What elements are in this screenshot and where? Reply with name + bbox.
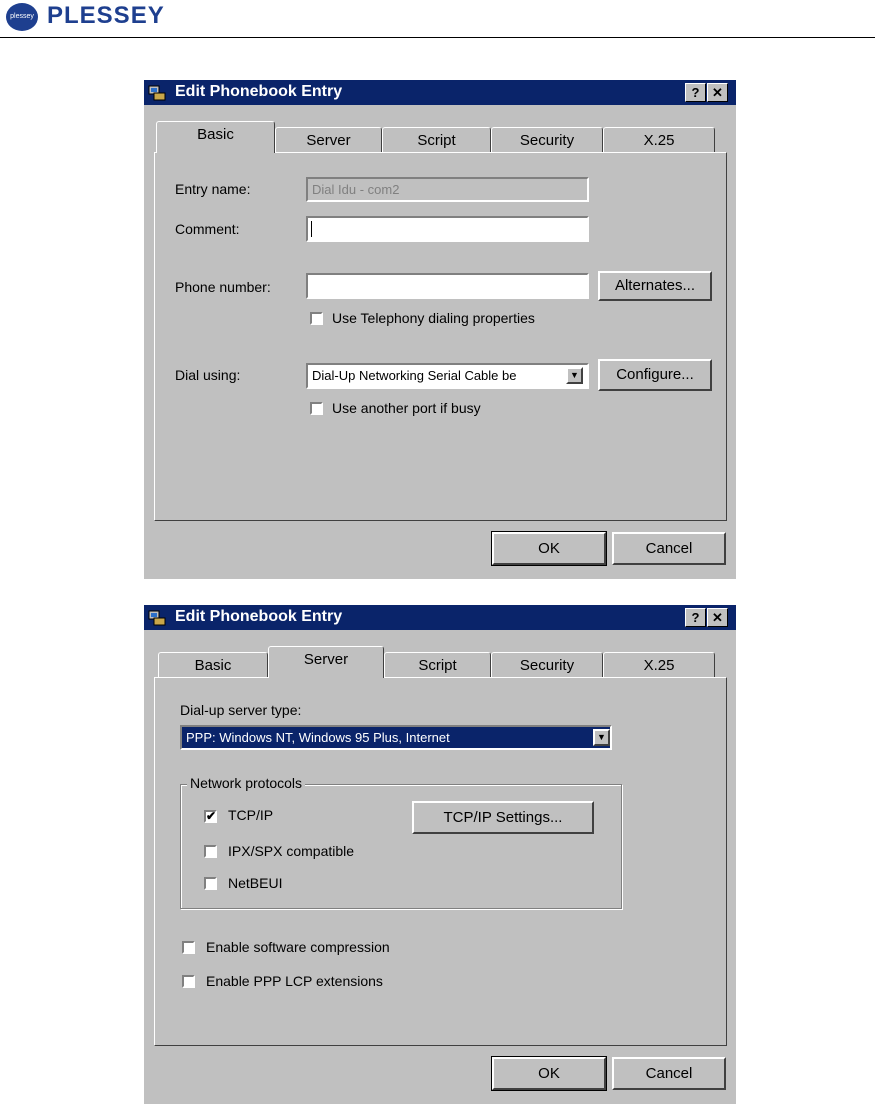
tab-basic[interactable]: Basic — [156, 121, 275, 153]
header-divider — [0, 37, 875, 38]
tcpip-checkbox[interactable]: ✔ — [206, 809, 217, 823]
cancel-button[interactable]: Cancel — [612, 1057, 726, 1090]
dropdown-arrow-icon[interactable]: ▼ — [566, 367, 583, 384]
dial-using-dropdown[interactable]: Dial-Up Networking Serial Cable be — [306, 363, 589, 389]
phonebook-icon — [148, 84, 166, 101]
ok-button[interactable]: OK — [492, 532, 606, 565]
dial-using-label: Dial using: — [175, 367, 241, 383]
tab-script[interactable]: Script — [382, 127, 491, 154]
help-button[interactable]: ? — [685, 608, 706, 627]
tab-security[interactable]: Security — [491, 652, 603, 679]
netbeui-checkbox[interactable] — [204, 877, 217, 890]
tab-x25[interactable]: X.25 — [603, 127, 715, 154]
tcpip-checkbox-label[interactable]: TCP/IP — [228, 807, 274, 823]
tab-x25[interactable]: X.25 — [603, 652, 715, 679]
comment-field[interactable] — [306, 216, 589, 242]
plessey-logo: plessey — [6, 3, 38, 31]
phonebook-icon — [148, 609, 166, 626]
entry-name-field: Dial Idu - com2 — [306, 177, 589, 202]
ok-button[interactable]: OK — [492, 1057, 606, 1090]
alternates-button[interactable]: Alternates... — [598, 271, 712, 301]
tab-basic[interactable]: Basic — [158, 652, 268, 679]
phone-number-label: Phone number: — [175, 279, 271, 295]
edit-phonebook-dialog-server — [144, 605, 736, 1104]
dialog-title: Edit Phonebook Entry — [175, 608, 343, 625]
configure-button[interactable]: Configure... — [598, 359, 712, 391]
text-cursor — [311, 221, 312, 237]
network-protocols-title: Network protocols — [187, 775, 305, 791]
title-bar — [144, 605, 736, 630]
dropdown-arrow-icon[interactable]: ▼ — [593, 729, 610, 746]
close-button[interactable]: ✕ — [707, 83, 728, 102]
title-bar — [144, 80, 736, 105]
entry-name-label: Entry name: — [175, 181, 251, 197]
ppp-lcp-checkbox[interactable] — [182, 975, 195, 988]
close-button[interactable]: ✕ — [707, 608, 728, 627]
ipx-spx-checkbox-label[interactable]: IPX/SPX compatible — [228, 843, 355, 859]
telephony-checkbox-label[interactable]: Use Telephony dialing properties — [332, 310, 535, 326]
software-compression-checkbox[interactable] — [182, 941, 195, 954]
tcpip-settings-button[interactable]: TCP/IP Settings... — [412, 801, 594, 834]
edit-phonebook-dialog-basic — [144, 80, 736, 579]
dialog-title: Edit Phonebook Entry — [175, 83, 343, 100]
tab-server[interactable]: Server — [275, 127, 382, 154]
brand-name: PLESSEY — [47, 2, 165, 29]
ppp-lcp-label[interactable]: Enable PPP LCP extensions — [206, 973, 383, 989]
server-type-dropdown[interactable]: PPP: Windows NT, Windows 95 Plus, Internet — [180, 725, 612, 750]
tab-panel — [154, 152, 727, 521]
netbeui-checkbox-label[interactable]: NetBEUI — [228, 875, 283, 891]
cancel-button[interactable]: Cancel — [612, 532, 726, 565]
tab-security[interactable]: Security — [491, 127, 603, 154]
ipx-spx-checkbox[interactable] — [204, 845, 217, 858]
comment-label: Comment: — [175, 221, 240, 237]
server-type-label: Dial-up server type: — [180, 702, 302, 718]
tab-script[interactable]: Script — [384, 652, 491, 679]
phone-number-field[interactable] — [306, 273, 589, 299]
telephony-checkbox[interactable] — [310, 312, 323, 325]
tab-server[interactable]: Server — [268, 646, 384, 678]
help-button[interactable]: ? — [685, 83, 706, 102]
another-port-checkbox[interactable] — [310, 402, 323, 415]
another-port-checkbox-label[interactable]: Use another port if busy — [332, 400, 481, 416]
software-compression-label[interactable]: Enable software compression — [206, 939, 390, 955]
